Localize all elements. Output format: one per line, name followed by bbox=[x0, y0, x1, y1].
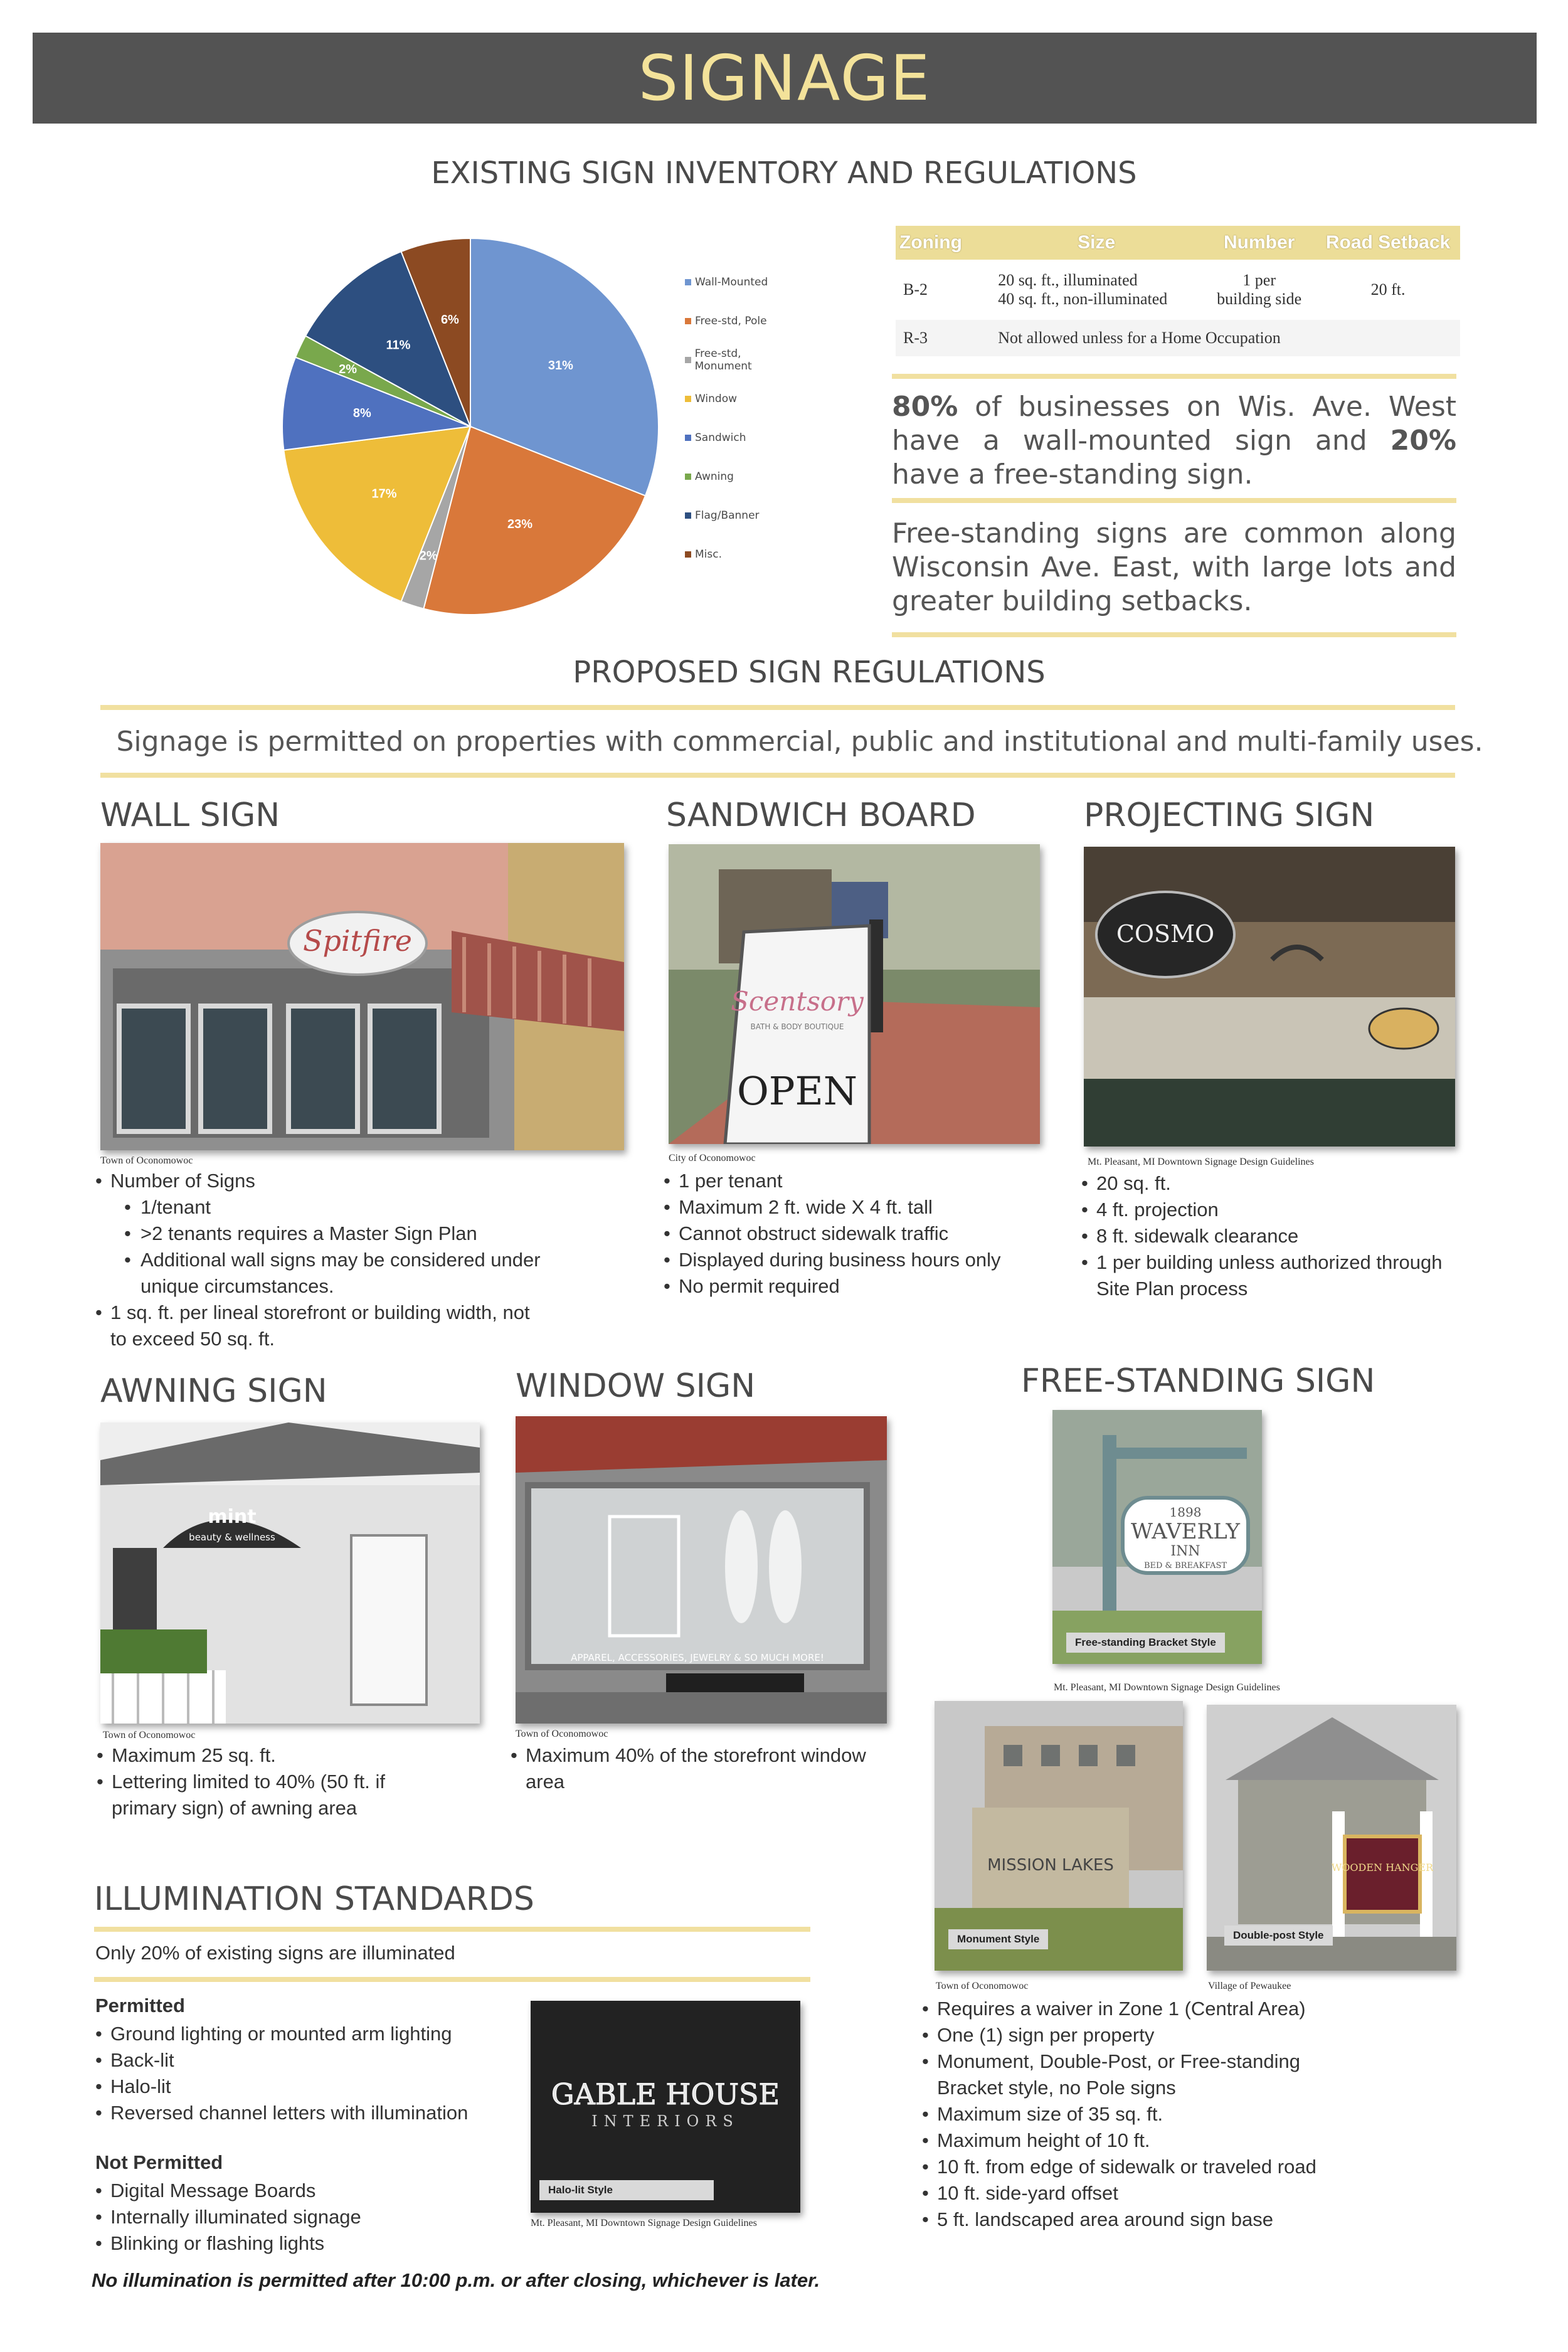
pie-data-label: 11% bbox=[386, 338, 411, 352]
proposed-heading: PROPOSED SIGN REGULATIONS bbox=[573, 655, 1046, 690]
window-sign-heading: WINDOW SIGN bbox=[516, 1367, 756, 1405]
list-item: • Maximum height of 10 ft. bbox=[921, 2127, 1435, 2154]
legend-item bbox=[685, 509, 798, 522]
monument-style-photo bbox=[935, 1701, 1183, 1971]
table-row bbox=[896, 320, 1460, 356]
list-item: • No permit required bbox=[662, 1273, 1039, 1300]
zoning-table bbox=[896, 226, 1460, 356]
legend-label: Free-std, Monument bbox=[694, 347, 752, 373]
sandwich-board-photo bbox=[669, 844, 1040, 1144]
list-item: • 5 ft. landscaped area around sign base bbox=[921, 2206, 1435, 2233]
permitted-list bbox=[94, 2021, 533, 2126]
pie-data-label: 17% bbox=[371, 487, 397, 501]
monument-style-caption: Town of Oconomowoc bbox=[936, 1981, 1029, 1991]
not-permitted-list bbox=[94, 2178, 533, 2257]
pie-data-label: 2% bbox=[419, 549, 438, 563]
size-line: 40 sq. ft., non-illuminated bbox=[998, 290, 1168, 308]
list-item: • Number of Signs bbox=[94, 1168, 583, 1194]
illumination-intro: Only 20% of existing signs are illuminated bbox=[95, 1942, 455, 1964]
list-item: • 20 sq. ft. bbox=[1080, 1170, 1469, 1197]
list-item: • Displayed during business hours only bbox=[662, 1247, 1039, 1273]
list-item: • Maximum 40% of the storefront window bbox=[509, 1742, 898, 1769]
projecting-sign-lettering: COSMO bbox=[1116, 920, 1215, 948]
monument-lettering: MISSION LAKES bbox=[987, 1856, 1114, 1875]
legend-swatch bbox=[685, 279, 691, 285]
wall-sign-rules bbox=[94, 1168, 583, 1352]
free-standing-heading: FREE-STANDING SIGN bbox=[1021, 1362, 1375, 1400]
awning-sign-heading: AWNING SIGN bbox=[100, 1372, 327, 1410]
number-line: building side bbox=[1217, 290, 1302, 308]
bracket-sign-name: WAVERLY bbox=[1131, 1519, 1240, 1544]
legend-swatch bbox=[685, 551, 691, 558]
divider bbox=[100, 705, 1455, 710]
not-permitted-label: Not Permitted bbox=[95, 2151, 223, 2173]
halo-lit-photo bbox=[531, 2001, 800, 2213]
list-item: • Reversed channel letters with illumination bbox=[94, 2100, 533, 2126]
awning-sublettering: beauty & wellness bbox=[189, 1532, 275, 1543]
legend-label: Flag/Banner bbox=[695, 509, 760, 522]
legend-swatch bbox=[685, 474, 691, 480]
awning-sign-rules bbox=[95, 1742, 459, 1821]
list-item: • Maximum 2 ft. wide X 4 ft. tall bbox=[662, 1194, 1039, 1221]
wall-sign-lettering: Spitfire bbox=[302, 924, 413, 958]
list-item: • Internally illuminated signage bbox=[94, 2204, 533, 2230]
list-item: • 10 ft. from edge of sidewalk or traveled road bbox=[921, 2154, 1435, 2180]
zoning-table-header bbox=[896, 226, 1460, 260]
pie-data-label: 6% bbox=[440, 313, 459, 327]
double-post-lettering: WOODEN HANGER bbox=[1331, 1862, 1434, 1873]
cell-size bbox=[990, 260, 1202, 320]
legend-swatch bbox=[685, 318, 691, 324]
list-item: to exceed 50 sq. ft. bbox=[110, 1328, 275, 1350]
pie-data-label: 2% bbox=[339, 363, 358, 377]
projecting-sign-photo bbox=[1084, 847, 1455, 1147]
illumination-footer-note: No illumination is permitted after 10:00 p.m. or after closing, whichever is later. bbox=[92, 2269, 820, 2291]
divider bbox=[100, 773, 1455, 778]
legend-item bbox=[685, 276, 798, 289]
legend-swatch bbox=[685, 512, 691, 519]
cell-zone: B-2 bbox=[903, 280, 928, 299]
legend-item bbox=[685, 470, 798, 483]
list-item: • Blinking or flashing lights bbox=[94, 2230, 533, 2257]
list-item: primary sign) of awning area bbox=[112, 1797, 358, 1819]
legend-label: Sandwich bbox=[695, 432, 746, 444]
cell-note: Not allowed unless for a Home Occupation bbox=[990, 320, 1460, 356]
stat-percent: 20% bbox=[1390, 425, 1456, 457]
cell-setback: 20 ft. bbox=[1370, 280, 1406, 299]
legend-item bbox=[685, 393, 798, 405]
pie-data-label: 23% bbox=[507, 517, 533, 532]
list-item: • Maximum size of 35 sq. ft. bbox=[921, 2101, 1435, 2127]
legend-swatch bbox=[685, 435, 691, 441]
window-sign-photo bbox=[516, 1416, 887, 1724]
sandwich-board-rules bbox=[662, 1168, 1039, 1300]
bracket-style-photo bbox=[1052, 1410, 1262, 1664]
window-lettering: APPAREL, ACCESSORIES, JEWELRY & SO MUCH MORE! bbox=[571, 1652, 824, 1663]
list-item: • 1/tenant bbox=[94, 1194, 583, 1221]
th-size: Size bbox=[990, 226, 1202, 260]
legend-item bbox=[685, 432, 798, 444]
list-item: • 1 per tenant bbox=[662, 1168, 1039, 1194]
projecting-sign-illustration bbox=[1084, 847, 1455, 1147]
wall-sign-heading: WALL SIGN bbox=[100, 797, 280, 834]
list-item: • Additional wall signs may be considered under bbox=[94, 1247, 583, 1273]
divider bbox=[94, 1977, 810, 1982]
legend-swatch bbox=[685, 357, 691, 363]
legend-item bbox=[685, 315, 798, 327]
bracket-style-tag: Free-standing Bracket Style bbox=[1066, 1633, 1225, 1653]
list-item: • Ground lighting or mounted arm lighting bbox=[94, 2021, 533, 2047]
illumination-heading: ILLUMINATION STANDARDS bbox=[94, 1880, 534, 1918]
sandwich-sign-open: OPEN bbox=[736, 1068, 858, 1114]
sandwich-board-caption: City of Oconomowoc bbox=[669, 1153, 756, 1163]
halo-lit-caption: Mt. Pleasant, MI Downtown Signage Design Guidelines bbox=[531, 2218, 757, 2228]
legend-label: Misc. bbox=[695, 548, 722, 561]
sandwich-sign-lettering: Scentsory bbox=[731, 986, 864, 1017]
table-row bbox=[896, 260, 1460, 320]
double-post-style-photo bbox=[1207, 1705, 1456, 1971]
list-item: Bracket style, no Pole signs bbox=[937, 2077, 1176, 2099]
bracket-style-caption: Mt. Pleasant, MI Downtown Signage Design Guidelines bbox=[1054, 1682, 1280, 1693]
halo-lit-sublettering: INTERIORS bbox=[591, 2112, 739, 2130]
cell-zone: R-3 bbox=[896, 320, 990, 356]
wall-sign-illustration bbox=[100, 843, 624, 1150]
window-sign-rules bbox=[509, 1742, 898, 1795]
halo-lit-lettering: GABLE HOUSE bbox=[551, 2077, 780, 2111]
th-number: Number bbox=[1202, 226, 1316, 260]
bracket-sign-year: 1898 bbox=[1169, 1505, 1202, 1520]
double-post-style-tag: Double-post Style bbox=[1224, 1926, 1333, 1946]
monument-style-tag: Monument Style bbox=[948, 1929, 1048, 1949]
divider bbox=[94, 1927, 810, 1932]
list-item: • Monument, Double-Post, or Free-standing bbox=[921, 2048, 1435, 2075]
sandwich-sign-subtitle: BATH & BODY BOUTIQUE bbox=[750, 1022, 844, 1031]
awning-sign-illustration bbox=[100, 1422, 480, 1724]
th-setback: Road Setback bbox=[1316, 226, 1460, 260]
stat-text: have a free-standing sign. bbox=[892, 458, 1253, 490]
legend-label: Window bbox=[695, 393, 738, 405]
list-item: • 1 per building unless authorized through bbox=[1080, 1249, 1469, 1276]
cell-number bbox=[1202, 260, 1316, 320]
window-sign-caption: Town of Oconomowoc bbox=[516, 1729, 608, 1739]
divider bbox=[892, 498, 1456, 503]
list-item: • >2 tenants requires a Master Sign Plan bbox=[94, 1221, 583, 1247]
page-title: SIGNAGE bbox=[638, 41, 931, 115]
title-banner bbox=[33, 33, 1537, 124]
legend-item bbox=[685, 548, 798, 561]
awning-sign-photo bbox=[100, 1422, 480, 1724]
inventory-heading: EXISTING SIGN INVENTORY AND REGULATIONS bbox=[431, 156, 1137, 191]
legend-label: Awning bbox=[695, 470, 734, 483]
window-sign-illustration bbox=[516, 1416, 887, 1724]
bracket-style-illustration bbox=[1052, 1410, 1262, 1664]
awning-lettering: mint bbox=[208, 1506, 257, 1528]
bracket-sign-name2: INN bbox=[1170, 1544, 1200, 1559]
double-post-style-caption: Village of Pewaukee bbox=[1208, 1981, 1291, 1991]
sign-inventory-pie-chart bbox=[270, 232, 671, 621]
list-item: • 8 ft. sidewalk clearance bbox=[1080, 1223, 1469, 1249]
permitted-label: Permitted bbox=[95, 1994, 185, 2016]
proposed-lead: Signage is permitted on properties with commercial, public and institutional and multi-family uses. bbox=[116, 726, 1483, 758]
divider bbox=[892, 632, 1456, 637]
list-item: • Lettering limited to 40% (50 ft. if bbox=[95, 1769, 459, 1795]
wall-sign-caption: Town of Oconomowoc bbox=[100, 1155, 193, 1166]
list-item: • Digital Message Boards bbox=[94, 2178, 533, 2204]
legend-item bbox=[685, 347, 798, 373]
list-item: • 1 sq. ft. per lineal storefront or building width, not bbox=[94, 1300, 583, 1326]
list-item: Site Plan process bbox=[1096, 1278, 1248, 1300]
pie-data-label: 31% bbox=[548, 359, 573, 373]
size-line: 20 sq. ft., illuminated bbox=[998, 271, 1138, 289]
stat-text: of businesses on Wis. Ave. West have a wall-mounted sign and bbox=[892, 391, 1456, 457]
free-standing-rules bbox=[921, 1996, 1435, 2233]
list-item: • Maximum 25 sq. ft. bbox=[95, 1742, 459, 1769]
halo-lit-tag: Halo-lit Style bbox=[539, 2180, 714, 2200]
awning-sign-caption: Town of Oconomowoc bbox=[103, 1730, 196, 1740]
bracket-sign-sub: BED & BREAKFAST bbox=[1143, 1561, 1227, 1571]
list-item: • 10 ft. side-yard offset bbox=[921, 2180, 1435, 2206]
projecting-sign-rules bbox=[1080, 1170, 1469, 1302]
projecting-sign-heading: PROJECTING SIGN bbox=[1084, 797, 1375, 834]
list-item: • Halo-lit bbox=[94, 2074, 533, 2100]
legend-label: Free-std, Pole bbox=[695, 315, 767, 327]
wall-mounted-stat bbox=[892, 390, 1456, 492]
pie-data-label: 8% bbox=[352, 406, 371, 421]
list-item: • Cannot obstruct sidewalk traffic bbox=[662, 1221, 1039, 1247]
sandwich-board-illustration bbox=[669, 844, 1040, 1144]
legend-label: Wall-Mounted bbox=[695, 276, 768, 289]
list-item: • 4 ft. projection bbox=[1080, 1197, 1469, 1223]
legend-swatch bbox=[685, 396, 691, 402]
list-item: unique circumstances. bbox=[140, 1275, 334, 1297]
pie-legend bbox=[685, 276, 798, 587]
zoning-table-wrap bbox=[896, 226, 1460, 356]
list-item: area bbox=[526, 1771, 565, 1793]
stat-percent: 80% bbox=[892, 391, 958, 423]
projecting-sign-caption: Mt. Pleasant, MI Downtown Signage Design Guidelines bbox=[1088, 1157, 1314, 1167]
list-item: • Requires a waiver in Zone 1 (Central Area) bbox=[921, 1996, 1435, 2022]
list-item: • One (1) sign per property bbox=[921, 2022, 1435, 2048]
divider bbox=[892, 374, 1456, 379]
wall-sign-photo bbox=[100, 843, 624, 1150]
sandwich-board-heading: SANDWICH BOARD bbox=[666, 797, 976, 834]
number-line: 1 per bbox=[1242, 271, 1276, 289]
list-item: • Back-lit bbox=[94, 2047, 533, 2074]
free-standing-stat: Free-standing signs are common along Wisconsin Ave. East, with large lots and greater building setbacks. bbox=[892, 517, 1456, 617]
th-zoning: Zoning bbox=[896, 226, 990, 260]
